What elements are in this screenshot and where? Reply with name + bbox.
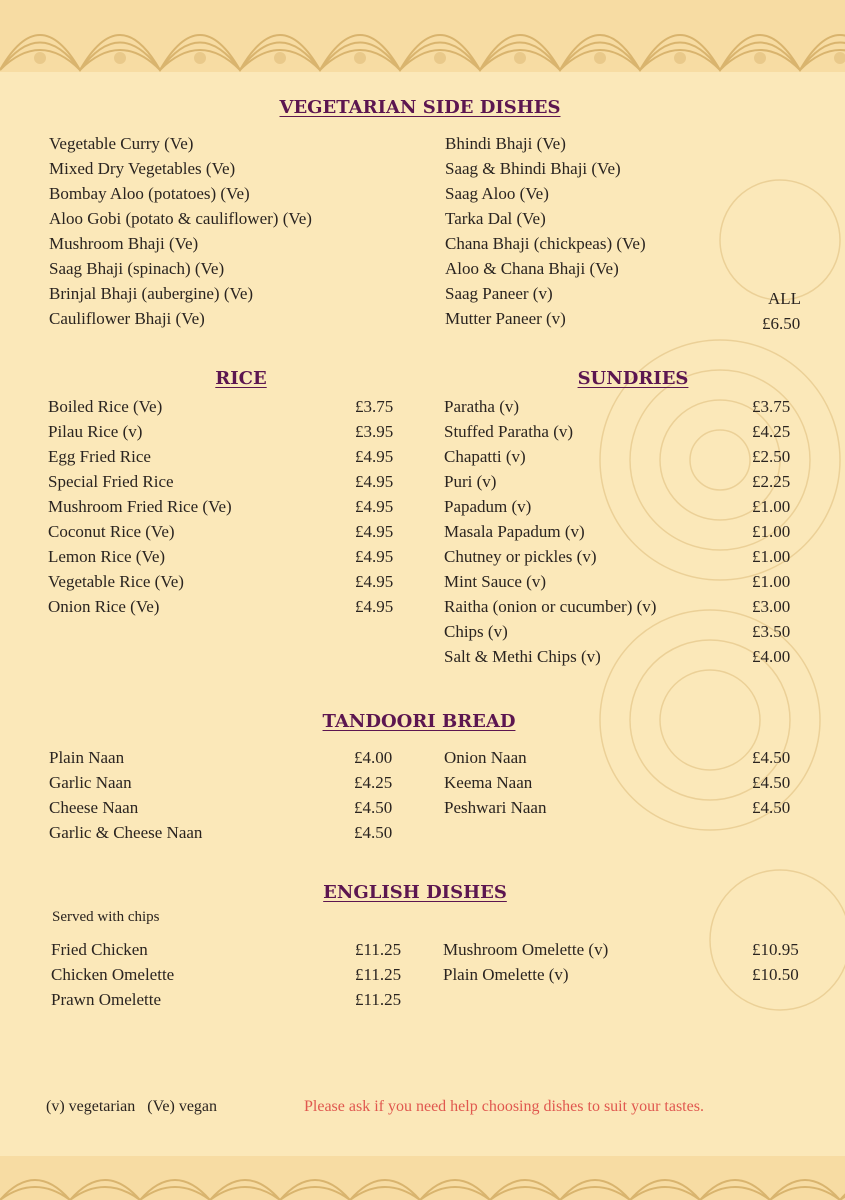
list-item: Plain Naan <box>49 748 125 767</box>
list-item: Egg Fried Rice <box>48 447 151 466</box>
list-item: Onion Rice (Ve) <box>48 597 160 616</box>
list-item: Mixed Dry Vegetables (Ve) <box>49 159 236 178</box>
item-price: £4.95 <box>355 597 394 616</box>
top-ornament-band <box>0 0 845 72</box>
list-item: Saag Paneer (v) <box>445 284 553 303</box>
item-price: £4.25 <box>354 773 393 792</box>
list-item: Bhindi Bhaji (Ve) <box>445 134 566 153</box>
list-item: Vegetable Curry (Ve) <box>49 134 194 153</box>
list-item: Aloo Gobi (potato & cauliflower) (Ve) <box>49 209 312 228</box>
list-item: Fried Chicken <box>51 940 148 959</box>
item-price: £4.25 <box>752 422 791 441</box>
bread-heading: TANDOORI BREAD <box>322 711 516 732</box>
item-price: £4.00 <box>752 647 791 666</box>
list-item: Saag Bhaji (spinach) (Ve) <box>49 259 225 278</box>
list-item: Salt & Methi Chips (v) <box>444 647 601 666</box>
item-price: £10.50 <box>752 965 799 984</box>
item-price: £1.00 <box>752 572 791 591</box>
item-price: £4.95 <box>355 497 394 516</box>
list-item: Keema Naan <box>444 773 533 792</box>
list-item: Paratha (v) <box>444 397 520 416</box>
list-item: Tarka Dal (Ve) <box>445 209 546 228</box>
list-item: Boiled Rice (Ve) <box>48 397 163 416</box>
item-price: £4.00 <box>354 748 393 767</box>
item-price: £4.95 <box>355 472 394 491</box>
item-price: £10.95 <box>752 940 799 959</box>
rice-heading: RICE <box>215 368 267 389</box>
list-item: Cauliflower Bhaji (Ve) <box>49 309 205 328</box>
item-price: £11.25 <box>355 990 402 1009</box>
item-price: £4.95 <box>355 522 394 541</box>
list-item: Chips (v) <box>444 622 508 641</box>
list-item: Chana Bhaji (chickpeas) (Ve) <box>445 234 646 253</box>
item-price: £4.50 <box>752 748 791 767</box>
list-item: Aloo & Chana Bhaji (Ve) <box>445 259 619 278</box>
item-price: £2.25 <box>752 472 791 491</box>
list-item: Garlic & Cheese Naan <box>49 823 203 842</box>
list-item: Mint Sauce (v) <box>444 572 546 591</box>
list-item: Garlic Naan <box>49 773 132 792</box>
item-price: £4.95 <box>355 547 394 566</box>
list-item: Puri (v) <box>444 472 497 491</box>
english-subtitle: Served with chips <box>52 909 160 925</box>
list-item: Onion Naan <box>444 748 527 767</box>
list-item: Stuffed Paratha (v) <box>444 422 574 441</box>
item-price: £4.95 <box>355 572 394 591</box>
list-item: Plain Omelette (v) <box>443 965 569 984</box>
list-item: Mushroom Omelette (v) <box>443 940 609 959</box>
list-item: Chapatti (v) <box>444 447 526 466</box>
item-price: £4.50 <box>354 823 393 842</box>
diet-legend: (v) vegetarian (Ve) vegan <box>46 1098 218 1115</box>
list-item: Chutney or pickles (v) <box>444 547 597 566</box>
item-price: £4.95 <box>355 447 394 466</box>
list-item: Raitha (onion or cucumber) (v) <box>444 597 657 616</box>
list-item: Coconut Rice (Ve) <box>48 522 175 541</box>
list-item: Brinjal Bhaji (aubergine) (Ve) <box>49 284 254 303</box>
all-price: £6.50 <box>762 314 801 333</box>
list-item: Lemon Rice (Ve) <box>48 547 166 566</box>
sundries-heading: SUNDRIES <box>577 368 689 389</box>
item-price: £3.75 <box>355 397 394 416</box>
item-price: £3.75 <box>752 397 791 416</box>
all-label: ALL <box>768 289 802 308</box>
item-price: £11.25 <box>355 965 402 984</box>
list-item: Masala Papadum (v) <box>444 522 585 541</box>
item-price: £1.00 <box>752 497 791 516</box>
english-heading: ENGLISH DISHES <box>323 882 507 903</box>
list-item: Mushroom Fried Rice (Ve) <box>48 497 232 516</box>
item-price: £11.25 <box>355 940 402 959</box>
item-price: £1.00 <box>752 522 791 541</box>
item-price: £3.95 <box>355 422 394 441</box>
help-note: Please ask if you need help choosing dishes to suit your tastes. <box>304 1098 704 1115</box>
item-price: £2.50 <box>752 447 791 466</box>
list-item: Cheese Naan <box>49 798 139 817</box>
list-item: Prawn Omelette <box>51 990 161 1009</box>
list-item: Peshwari Naan <box>444 798 547 817</box>
list-item: Special Fried Rice <box>48 472 174 491</box>
list-item: Vegetable Rice (Ve) <box>48 572 184 591</box>
item-price: £3.00 <box>752 597 791 616</box>
list-item: Saag Aloo (Ve) <box>445 184 549 203</box>
item-price: £4.50 <box>752 773 791 792</box>
item-price: £4.50 <box>354 798 393 817</box>
list-item: Mutter Paneer (v) <box>445 309 566 328</box>
item-price: £4.50 <box>752 798 791 817</box>
item-price: £3.50 <box>752 622 791 641</box>
list-item: Chicken Omelette <box>51 965 175 984</box>
list-item: Saag & Bhindi Bhaji (Ve) <box>445 159 621 178</box>
veg-sides-heading: VEGETARIAN SIDE DISHES <box>279 97 561 118</box>
list-item: Pilau Rice (v) <box>48 422 143 441</box>
item-price: £1.00 <box>752 547 791 566</box>
list-item: Bombay Aloo (potatoes) (Ve) <box>49 184 250 203</box>
list-item: Mushroom Bhaji (Ve) <box>49 234 199 253</box>
bottom-ornament-band <box>0 1156 845 1200</box>
list-item: Papadum (v) <box>444 497 532 516</box>
